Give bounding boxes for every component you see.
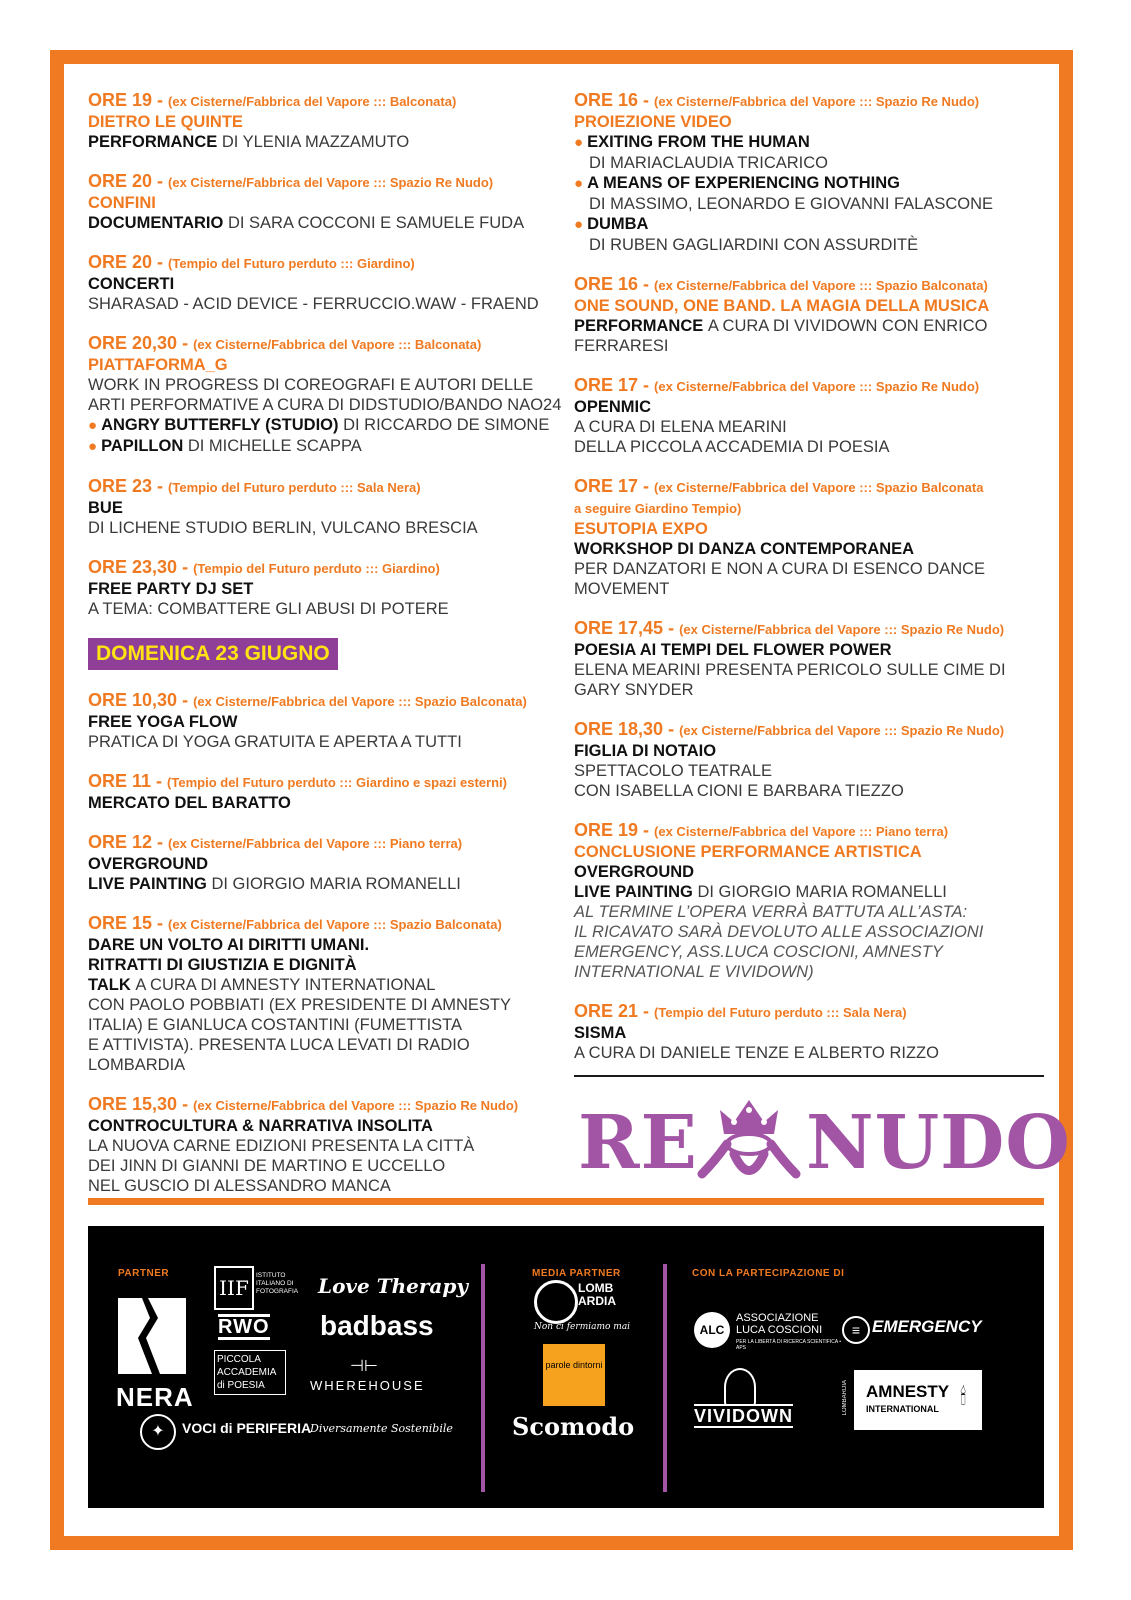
event-dash: - bbox=[177, 333, 194, 353]
event-line bbox=[88, 955, 560, 975]
iif-text: ISTITUTO ITALIANO DI FOTOGRAFIA bbox=[256, 1272, 299, 1295]
text-part: FIGLIA DI NOTAIO bbox=[574, 742, 717, 760]
event-line bbox=[574, 132, 1044, 153]
event-header bbox=[574, 1001, 1044, 1023]
piccola-accademia-logo: PICCOLA ACCADEMIA di POESIA bbox=[214, 1350, 286, 1395]
text-part: LIVE PAINTING bbox=[88, 875, 212, 893]
text-part: CONCERTI bbox=[88, 275, 175, 293]
partners-footer bbox=[88, 1226, 1044, 1508]
event-line bbox=[574, 437, 1044, 457]
text-part: DARE UN VOLTO AI DIRITTI UMANI. bbox=[88, 936, 370, 954]
event-line bbox=[574, 296, 1044, 316]
bullet-icon: ● bbox=[88, 417, 98, 434]
wherehouse-mark-icon: ⊣⊢ bbox=[350, 1358, 378, 1375]
event-line bbox=[88, 1176, 560, 1196]
event-location: (Tempio del Futuro perduto ::: Sala Nera) bbox=[654, 1005, 907, 1020]
text-part: IL RICAVATO SARÀ DEVOLUTO ALLE ASSOCIAZIONI bbox=[574, 923, 984, 941]
event-block bbox=[574, 476, 1044, 599]
wherehouse-logo: WHEREHOUSE bbox=[310, 1378, 425, 1393]
event-location: (ex Cisterne/Fabbrica del Vapore ::: Spazio Re Nudo) bbox=[168, 175, 494, 190]
nera-logo-icon bbox=[118, 1298, 186, 1374]
event-line bbox=[88, 193, 560, 213]
event-block bbox=[88, 333, 560, 457]
event-header bbox=[88, 832, 560, 854]
event-dash: - bbox=[638, 274, 655, 294]
text-part: ONE SOUND, ONE BAND. LA MAGIA DELLA MUSICA bbox=[574, 297, 990, 315]
schedule-right-column bbox=[574, 90, 1044, 1082]
event-line bbox=[574, 417, 1044, 437]
event-line bbox=[88, 132, 560, 152]
event-time: ORE 16 bbox=[574, 274, 639, 294]
event-header bbox=[574, 618, 1044, 640]
text-part: DI GIORGIO MARIA ROMANELLI bbox=[697, 883, 947, 901]
text-part: AL TERMINE L’OPERA VERRÀ BATTUTA ALL’ASTA: bbox=[574, 903, 968, 921]
radio-lombardia-icon bbox=[534, 1280, 578, 1324]
text-part: TALK bbox=[88, 976, 136, 994]
text-part: PERFORMANCE bbox=[88, 133, 222, 151]
text-part: PERFORMANCE bbox=[574, 317, 708, 335]
event-dash: - bbox=[152, 171, 169, 191]
event-block bbox=[574, 90, 1044, 255]
event-line bbox=[88, 213, 560, 233]
event-line bbox=[88, 712, 560, 732]
event-header bbox=[574, 375, 1044, 397]
event-location: (ex Cisterne/Fabbrica del Vapore ::: Spazio Re Nudo) bbox=[679, 723, 1005, 738]
event-time: ORE 16 bbox=[574, 90, 639, 110]
event-line bbox=[574, 1043, 1044, 1063]
text-part: A MEANS OF EXPERIENCING NOTHING bbox=[587, 174, 900, 192]
event-dash: - bbox=[152, 476, 169, 496]
event-block bbox=[574, 1001, 1044, 1063]
event-time: ORE 15 bbox=[88, 913, 153, 933]
text-part: OVERGROUND bbox=[574, 863, 695, 881]
text-part: EXITING FROM THE HUMAN bbox=[587, 133, 810, 151]
event-line bbox=[88, 935, 560, 955]
scomodo-logo: Scomodo bbox=[512, 1412, 635, 1441]
text-part: DI GIORGIO MARIA ROMANELLI bbox=[211, 875, 461, 893]
event-line bbox=[88, 395, 560, 415]
text-part: OVERGROUND bbox=[88, 855, 209, 873]
text-part: FERRARESI bbox=[574, 337, 669, 355]
event-line bbox=[88, 1116, 560, 1136]
event-line bbox=[574, 660, 1044, 680]
event-time: ORE 18,30 bbox=[574, 719, 664, 739]
text-part: CONFINI bbox=[88, 194, 156, 212]
text-part: PIATTAFORMA_G bbox=[88, 356, 228, 374]
event-line bbox=[88, 599, 560, 619]
event-line bbox=[574, 539, 1044, 559]
event-time: ORE 19 bbox=[88, 90, 153, 110]
event-location: (Tempio del Futuro perduto ::: Giardino) bbox=[193, 561, 440, 576]
text-part: EMERGENCY, ASS.LUCA COSCIONI, AMNESTY bbox=[574, 943, 943, 961]
divider-line bbox=[574, 1075, 1044, 1077]
event-line bbox=[88, 793, 560, 813]
event-line bbox=[574, 962, 1044, 982]
media-partner-label: MEDIA PARTNER bbox=[532, 1268, 621, 1279]
event-line bbox=[574, 498, 1044, 519]
event-line bbox=[574, 397, 1044, 417]
event-time: ORE 10,30 bbox=[88, 690, 178, 710]
text-part: WORK IN PROGRESS DI COREOGRAFI E AUTORI DELLE bbox=[88, 376, 534, 394]
event-dash: - bbox=[177, 557, 194, 577]
event-header bbox=[88, 333, 560, 355]
event-block bbox=[88, 90, 560, 152]
bullet-icon: ● bbox=[574, 175, 584, 192]
event-location: (ex Cisterne/Fabbrica del Vapore ::: Piano terra) bbox=[654, 824, 949, 839]
event-line bbox=[574, 741, 1044, 761]
radio-tagline: Non ci fermiamo mai bbox=[534, 1322, 631, 1332]
event-line bbox=[574, 173, 1044, 194]
text-part: WORKSHOP DI DANZA CONTEMPORANEA bbox=[574, 540, 915, 558]
text-part: PRATICA DI YOGA GRATUITA E APERTA A TUTTI bbox=[88, 733, 462, 751]
event-time: ORE 12 bbox=[88, 832, 153, 852]
event-dash: - bbox=[151, 771, 168, 791]
event-header bbox=[88, 1094, 560, 1116]
text-part: A CURA DI DANIELE TENZE E ALBERTO RIZZO bbox=[574, 1044, 939, 1062]
event-dash: - bbox=[638, 90, 655, 110]
text-part: E ATTIVISTA). PRESENTA LUCA LEVATI DI RADIO bbox=[88, 1036, 470, 1054]
event-block bbox=[574, 820, 1044, 982]
event-line bbox=[574, 942, 1044, 962]
event-header bbox=[574, 476, 1044, 498]
event-line bbox=[574, 882, 1044, 902]
badbass-logo: badbass bbox=[320, 1310, 434, 1341]
text-part: DEI JINN DI GIANNI DE MARTINO E UCCELLO bbox=[88, 1157, 446, 1175]
emergency-icon: ≡ bbox=[842, 1316, 870, 1344]
parole-dintorni-logo: parole dintorni bbox=[543, 1344, 605, 1406]
amnesty-logo-box bbox=[854, 1370, 982, 1430]
event-block bbox=[88, 771, 560, 813]
event-time: ORE 17,45 bbox=[574, 618, 664, 638]
text-part: ANGRY BUTTERFLY (STUDIO) bbox=[101, 416, 344, 434]
text-part: GARY SNYDER bbox=[574, 681, 694, 699]
text-part: LIVE PAINTING bbox=[574, 883, 698, 901]
schedule-left-column bbox=[88, 90, 560, 1215]
event-line bbox=[88, 995, 560, 1015]
event-dash: - bbox=[177, 1094, 194, 1114]
bullet-icon: ● bbox=[574, 216, 584, 233]
text-part: DUMBA bbox=[587, 215, 649, 233]
event-location: (ex Cisterne/Fabbrica del Vapore ::: Balconata) bbox=[168, 94, 457, 109]
event-line bbox=[88, 874, 560, 894]
event-block bbox=[88, 832, 560, 894]
nera-text: NERA bbox=[116, 1382, 194, 1412]
event-time: ORE 19 bbox=[574, 820, 639, 840]
text-part: FREE PARTY DJ SET bbox=[88, 580, 254, 598]
event-block bbox=[574, 618, 1044, 700]
text-part: LA NUOVA CARNE EDIZIONI PRESENTA LA CITTÀ bbox=[88, 1137, 475, 1155]
event-line bbox=[88, 375, 560, 395]
event-header bbox=[88, 252, 560, 274]
text-part: CON PAOLO POBBIATI (EX PRESIDENTE DI AMNESTY bbox=[88, 996, 511, 1014]
event-line bbox=[574, 112, 1044, 132]
event-line bbox=[88, 436, 560, 457]
event-header bbox=[88, 557, 560, 579]
event-time: ORE 20,30 bbox=[88, 333, 178, 353]
text-part: DI MARIACLAUDIA TRICARICO bbox=[589, 154, 828, 172]
event-line bbox=[574, 842, 1044, 862]
day-header: DOMENICA 23 GIUGNO bbox=[88, 638, 338, 670]
text-part: DI MICHELLE SCAPPA bbox=[187, 437, 362, 455]
event-dash: - bbox=[152, 90, 169, 110]
text-part: PER DANZATORI E NON A CURA DI ESENCO DANCE bbox=[574, 560, 986, 578]
event-header bbox=[574, 719, 1044, 741]
event-line bbox=[88, 415, 560, 436]
event-header bbox=[574, 90, 1044, 112]
event-block bbox=[574, 719, 1044, 801]
event-time: ORE 21 bbox=[574, 1001, 639, 1021]
event-line bbox=[88, 518, 560, 538]
text-part: ARTI PERFORMATIVE bbox=[88, 396, 263, 414]
orange-separator-bar bbox=[88, 1198, 1044, 1205]
event-header bbox=[88, 90, 560, 112]
vividown-tree-icon bbox=[724, 1368, 756, 1406]
event-line bbox=[574, 235, 1044, 255]
event-header bbox=[574, 274, 1044, 296]
bullet-icon: ● bbox=[88, 438, 98, 455]
text-part: SHARASAD - ACID DEVICE - FERRUCCIO.WAW - FRAEND bbox=[88, 295, 539, 313]
event-line bbox=[88, 1015, 560, 1035]
alc-subtext: PER LA LIBERTÀ DI RICERCA SCIENTIFICA • APS bbox=[736, 1339, 842, 1351]
bullet-icon: ● bbox=[574, 134, 584, 151]
logo-word-nudo: NUDO bbox=[806, 1100, 1071, 1186]
event-location: (ex Cisterne/Fabbrica del Vapore ::: Spazio Balconata) bbox=[168, 917, 502, 932]
iif-logo-icon: IIF bbox=[214, 1266, 254, 1310]
event-dash: - bbox=[152, 832, 169, 852]
event-block bbox=[574, 274, 1044, 356]
event-block bbox=[88, 557, 560, 619]
text-part: A CURA DI AMNESTY INTERNATIONAL bbox=[135, 976, 436, 994]
event-time: ORE 17 bbox=[574, 476, 639, 496]
event-header bbox=[88, 171, 560, 193]
event-line bbox=[574, 1023, 1044, 1043]
text-part: CONCLUSIONE PERFORMANCE ARTISTICA bbox=[574, 843, 922, 861]
amnesty-subtext: INTERNATIONAL bbox=[866, 1404, 939, 1414]
text-part: DI RUBEN GAGLIARDINI CON ASSURDITÈ bbox=[589, 236, 919, 254]
event-line bbox=[88, 294, 560, 314]
event-line bbox=[574, 194, 1044, 214]
event-line bbox=[88, 1055, 560, 1075]
event-block bbox=[574, 375, 1044, 457]
event-line bbox=[88, 1035, 560, 1055]
text-part: DI LICHENE STUDIO BERLIN, VULCANO BRESCIA bbox=[88, 519, 478, 537]
event-dash: - bbox=[638, 1001, 655, 1021]
text-part: DELLA PICCOLA ACCADEMIA DI POESIA bbox=[574, 438, 890, 456]
event-line bbox=[574, 902, 1044, 922]
event-line bbox=[88, 579, 560, 599]
amnesty-text: AMNESTY bbox=[866, 1382, 950, 1401]
event-line bbox=[88, 498, 560, 518]
event-line bbox=[574, 336, 1044, 356]
text-part: SPETTACOLO TEATRALE bbox=[574, 762, 773, 780]
event-line bbox=[574, 579, 1044, 599]
event-line bbox=[574, 153, 1044, 173]
event-location: (ex Cisterne/Fabbrica del Vapore ::: Spazio Balconata) bbox=[193, 694, 527, 709]
event-dash: - bbox=[663, 618, 680, 638]
event-location: (Tempio del Futuro perduto ::: Giardino e spazi esterni) bbox=[167, 775, 507, 790]
event-header bbox=[88, 690, 560, 712]
event-block bbox=[88, 252, 560, 314]
footer-separator-2 bbox=[663, 1264, 667, 1492]
event-location: (ex Cisterne/Fabbrica del Vapore ::: Spazio Re Nudo) bbox=[193, 1098, 519, 1113]
event-block bbox=[88, 690, 560, 752]
text-part: BUE bbox=[88, 499, 123, 517]
event-line bbox=[574, 559, 1044, 579]
event-dash: - bbox=[152, 252, 169, 272]
partner-label: PARTNER bbox=[118, 1268, 170, 1279]
event-location: (ex Cisterne/Fabbrica del Vapore ::: Piano terra) bbox=[168, 836, 463, 851]
amnesty-side-label: LOMBARDIA bbox=[842, 1380, 848, 1416]
event-block bbox=[88, 476, 560, 538]
event-header bbox=[574, 820, 1044, 842]
text-part: INTERNATIONAL E VIVIDOWN) bbox=[574, 963, 814, 981]
text-part: A CURA DI ELENA MEARINI bbox=[574, 418, 787, 436]
event-time: ORE 15,30 bbox=[88, 1094, 178, 1114]
text-part: a seguire Giardino Tempio) bbox=[574, 501, 742, 516]
text-part: A TEMA: COMBATTERE GLI ABUSI DI POTERE bbox=[88, 600, 449, 618]
event-line bbox=[574, 680, 1044, 700]
event-line bbox=[574, 761, 1044, 781]
text-part: DI SARA COCCONI E SAMUELE FUDA bbox=[227, 214, 525, 232]
rwo-logo: RWO bbox=[218, 1316, 270, 1338]
event-line bbox=[88, 274, 560, 294]
event-dash: - bbox=[177, 690, 194, 710]
event-line bbox=[88, 854, 560, 874]
event-time: ORE 17 bbox=[574, 375, 639, 395]
text-part: DIETRO LE QUINTE bbox=[88, 113, 243, 131]
event-line bbox=[574, 640, 1044, 660]
text-part: DI YLENIA MAZZAMUTO bbox=[221, 133, 410, 151]
text-part: MERCATO DEL BARATTO bbox=[88, 794, 291, 812]
text-part: POESIA AI TEMPI DEL FLOWER POWER bbox=[574, 641, 892, 659]
event-block bbox=[88, 1094, 560, 1196]
event-dash: - bbox=[152, 913, 169, 933]
event-time: ORE 20 bbox=[88, 252, 153, 272]
event-location: (ex Cisterne/Fabbrica del Vapore ::: Spazio Re Nudo) bbox=[654, 379, 980, 394]
event-time: ORE 23 bbox=[88, 476, 153, 496]
event-line bbox=[88, 1156, 560, 1176]
event-line bbox=[574, 922, 1044, 942]
event-header bbox=[88, 913, 560, 935]
text-part: ELENA MEARINI PRESENTA PERICOLO SULLE CIME DI bbox=[574, 661, 1006, 679]
event-location: (Tempio del Futuro perduto ::: Sala Nera) bbox=[168, 480, 421, 495]
text-part: DI MASSIMO, LEONARDO E GIOVANNI FALASCONE bbox=[589, 195, 994, 213]
event-line bbox=[574, 316, 1044, 336]
text-part: OPENMIC bbox=[574, 398, 652, 416]
footer-separator-1 bbox=[481, 1264, 485, 1492]
text-part: A CURA DI VIVIDOWN CON ENRICO bbox=[707, 317, 988, 335]
event-line bbox=[88, 975, 560, 995]
text-part: MOVEMENT bbox=[574, 580, 670, 598]
vividown-logo: VIVIDOWN bbox=[694, 1406, 794, 1426]
event-line bbox=[574, 214, 1044, 235]
event-dash: - bbox=[638, 476, 655, 496]
text-part: CON ISABELLA CIONI E BARBARA TIEZZO bbox=[574, 782, 904, 800]
text-part: DI RICCARDO DE SIMONE bbox=[343, 416, 550, 434]
crown-figure-icon bbox=[694, 1092, 804, 1192]
event-line bbox=[88, 1136, 560, 1156]
text-part: CONTROCULTURA & NARRATIVA INSOLITA bbox=[88, 1117, 433, 1135]
event-dash: - bbox=[638, 375, 655, 395]
event-line bbox=[574, 519, 1044, 539]
event-location: (ex Cisterne/Fabbrica del Vapore ::: Spazio Re Nudo) bbox=[679, 622, 1005, 637]
event-time: ORE 23,30 bbox=[88, 557, 178, 577]
text-part: PROIEZIONE VIDEO bbox=[574, 113, 732, 131]
event-dash: - bbox=[638, 820, 655, 840]
event-line bbox=[574, 862, 1044, 882]
event-line bbox=[88, 732, 560, 752]
event-line bbox=[88, 355, 560, 375]
event-location: (ex Cisterne/Fabbrica del Vapore ::: Spazio Re Nudo) bbox=[654, 94, 980, 109]
alc-text: ASSOCIAZIONE LUCA COSCIONI bbox=[736, 1312, 823, 1336]
radio-lombardia-text: LOMBARDIA bbox=[578, 1281, 616, 1308]
logo-word-re: RE bbox=[578, 1100, 698, 1186]
event-block bbox=[88, 913, 560, 1075]
participation-label: CON LA PARTECIPAZIONE DI bbox=[692, 1268, 845, 1279]
text-part: DOCUMENTARIO bbox=[88, 214, 228, 232]
event-location: (Tempio del Futuro perduto ::: Giardino) bbox=[168, 256, 415, 271]
text-part: ITALIA) E GIANLUCA COSTANTINI (FUMETTISTA bbox=[88, 1016, 463, 1034]
event-location: (ex Cisterne/Fabbrica del Vapore ::: Balconata) bbox=[193, 337, 482, 352]
text-part: FREE YOGA FLOW bbox=[88, 713, 238, 731]
voci-bird-icon: ✦ bbox=[140, 1414, 176, 1450]
text-part: PAPILLON bbox=[101, 437, 188, 455]
event-header bbox=[88, 476, 560, 498]
voci-periferia-logo: VOCI di PERIFERIA bbox=[182, 1420, 312, 1436]
alc-logo-icon: ALC bbox=[694, 1312, 730, 1348]
re-nudo-logo bbox=[574, 1092, 1071, 1192]
love-therapy-logo: Love Therapy bbox=[318, 1274, 468, 1298]
signature-logo: Diversamente Sostenibile bbox=[310, 1422, 453, 1435]
event-block bbox=[88, 171, 560, 233]
event-dash: - bbox=[663, 719, 680, 739]
text-part: A CURA DI DIDSTUDIO/BANDO NAO24 bbox=[262, 396, 562, 414]
event-line bbox=[88, 112, 560, 132]
text-part: RITRATTI DI GIUSTIZIA E DIGNITÀ bbox=[88, 956, 357, 974]
candle-icon: 🕯 bbox=[960, 1384, 967, 1409]
event-location: (ex Cisterne/Fabbrica del Vapore ::: Spazio Balconata bbox=[654, 480, 984, 495]
event-time: ORE 20 bbox=[88, 171, 153, 191]
event-line bbox=[574, 781, 1044, 801]
event-time: ORE 11 bbox=[88, 771, 152, 791]
text-part: SISMA bbox=[574, 1024, 627, 1042]
text-part: NEL GUSCIO DI ALESSANDRO MANCA bbox=[88, 1177, 391, 1195]
text-part: ESUTOPIA EXPO bbox=[574, 520, 708, 538]
text-part: LOMBARDIA bbox=[88, 1056, 186, 1074]
emergency-logo: EMERGENCY bbox=[872, 1317, 982, 1336]
event-location: (ex Cisterne/Fabbrica del Vapore ::: Spazio Balconata) bbox=[654, 278, 988, 293]
event-header bbox=[88, 771, 560, 793]
